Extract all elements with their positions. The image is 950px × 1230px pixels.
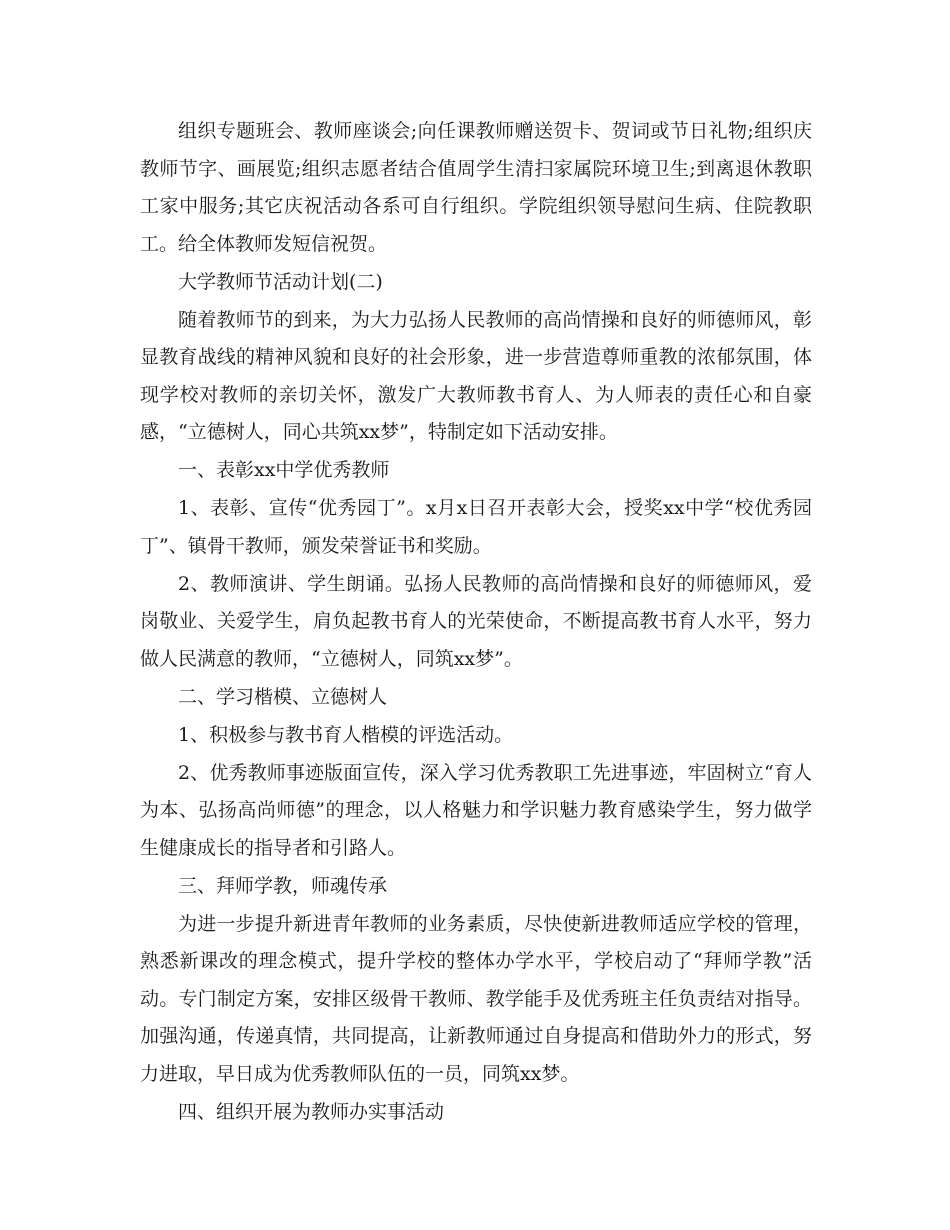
document-page bbox=[140, 113, 812, 1132]
paragraph-publicity-board: 2、优秀教师事迹版面宣传，深入学习优秀教职工先进事迹，牢固树立“育人为本、弘扬高尚师德”的理念，以人格魅力和学识魅力教育感染学生，努力做学生健康成长的指导者和引路人。 bbox=[140, 761, 812, 859]
paragraph-model-selection: 1、积极参与教书育人楷模的评选活动。 bbox=[178, 723, 514, 746]
paragraph-celebration-activities: 组织专题班会、教师座谈会;向任课教师赠送贺卡、贺词或节日礼物;组织庆教师节字、画展览;组织志愿者结合值周学生清扫家属院环境卫生;到离退休教职工家中服务;其它庆祝活动各系可自行组织。学院组织领导慰问生病、住院教职工。给全体教师发短信祝贺。 bbox=[140, 120, 812, 255]
paragraph-introduction: 随着教师节的到来，为大力弘扬人民教师的高尚情操和良好的师德师风，彰显教育战线的精神风貌和良好的社会形象，进一步营造尊师重教的浓郁氛围，体现学校对教师的亲切关怀，激发广大教师教书育人、为人师表的责任心和自豪感，“立德树人，同心共筑xx梦”，特制定如下活动安排。 bbox=[140, 308, 812, 443]
heading-practical-matters: 四、组织开展为教师办实事活动 bbox=[178, 1100, 445, 1123]
paragraph-commend-gardeners: 1、表彰、宣传“优秀园丁”。x月x日召开表彰大会，授奖xx中学“校优秀园丁”、镇骨干教师，颁发荣誉证书和奖励。 bbox=[140, 497, 812, 557]
heading-mentorship: 三、拜师学教，师魂传承 bbox=[178, 874, 388, 897]
heading-learn-models: 二、学习楷模、立德树人 bbox=[178, 685, 388, 708]
paragraph-speech-recitation: 2、教师演讲、学生朗诵。弘扬人民教师的高尚情操和良好的师德师风，爱岗敬业、关爱学生，肩负起教书育人的光荣使命，不断提高教书育人水平，努力做人民满意的教师，“立德树人，同筑xx梦”。 bbox=[140, 572, 812, 670]
heading-commend-teachers: 一、表彰xx中学优秀教师 bbox=[178, 459, 390, 481]
section-title-plan-two: 大学教师节活动计划(二) bbox=[178, 270, 383, 293]
paragraph-mentorship: 为进一步提升新进青年教师的业务素质，尽快使新进教师适应学校的管理，熟悉新课改的理念模式，提升学校的整体办学水平，学校启动了“拜师学教”活动。专门制定方案，安排区级骨干教师、教学能手及优秀班主任负责结对指导。加强沟通，传递真情，共同提高，让新教师通过自身提高和借助外力的形式，努力进取，早日成为优秀教师队伍的一员，同筑xx梦。 bbox=[140, 912, 812, 1085]
